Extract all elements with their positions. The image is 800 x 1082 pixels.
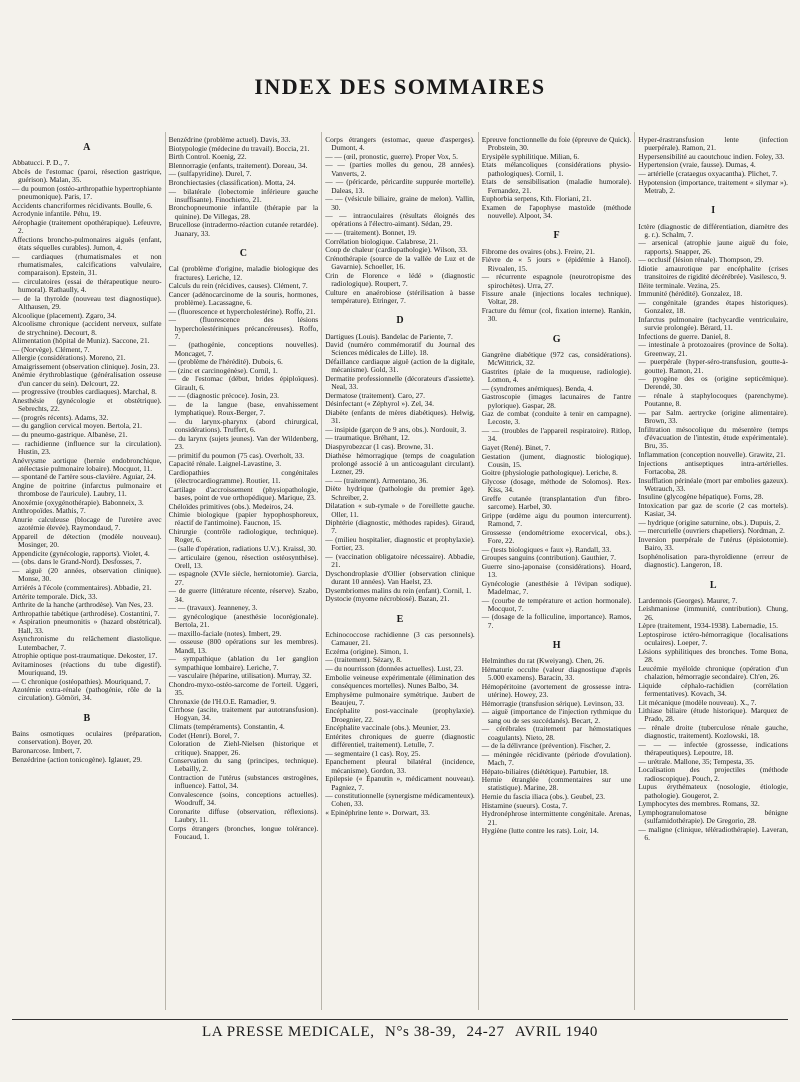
index-entry: Diphtérie (diagnostic, méthodes rapides). Giraud, 7. [325, 518, 475, 536]
index-entry: Acrodynie infantile. Péhu, 19. [12, 209, 102, 219]
index-entry: Infarctus pulmonaire (tachycardie ventriculaire, survie prolongée). Bérard, 11. [638, 314, 788, 333]
index-entry: Greffe cutanée (transplantation d'un fibro-sarcome). Harbel, 30. [481, 493, 632, 512]
index-entry: Hernie du fascia iliaca (obs.). Geubel, 23. [481, 792, 605, 802]
index-entry: — (traitement). Sézary, 8. [325, 655, 402, 665]
index-entry: Infections de guerre. Daniel, 8. [638, 331, 731, 341]
index-entry: Inversion puerpérale de l'utérus (épisiotomie). Bairo, 33. [638, 535, 788, 553]
index-entry: — urétrale. Mallone, 35; Tempesta, 35. [638, 756, 755, 766]
index-entry: Epreuve fonctionnelle du foie (épreuve de Quick). Probstein, 30. [481, 135, 632, 153]
section-letter: I [711, 205, 716, 217]
index-entry: — du pneumo-gastrique. Albanèse, 21. [12, 430, 128, 440]
index-column [12, 132, 162, 1010]
index-entry: Gangrène diabétique (972 cas, considérations). McWittrick, 32. [481, 349, 632, 368]
index-entry: Histamine (sueurs). Costa, 7. [481, 800, 568, 810]
index-entry: Fracture du fémur (col, fixation interne). Rankin, 30. [481, 306, 632, 324]
index-entry: Allergie (considérations). Moreno, 21. [12, 353, 126, 363]
index-entry: Hépato-biliaires (diététique). Partubier, 18. [481, 766, 609, 776]
index-entry: Birth Control. Koenig, 22. [168, 152, 247, 162]
index-entry: Hypertension (vraie, fausse). Dumas, 4. [638, 160, 756, 170]
index-entry: Biotypologie (médecine du travail). Boccia, 21. [168, 143, 310, 153]
index-entry: — bilatérale (lobectomie inférieure gauche insuffisante). Finochietto, 21. [168, 186, 319, 204]
index-entry: Echinococcose rachidienne (3 cas personnels). Camauer, 21. [325, 629, 475, 648]
index-entry: — (progrès récents). Adams, 32. [12, 412, 109, 422]
footer-dates: 24-27 [466, 1024, 505, 1040]
index-entry: Ictère (diagnostic de différentiation, diamètre des g. r.). Schalm, 7. [638, 221, 788, 239]
index-entry: Abcès de l'estomac (paroi, résection gastrique, guérison). Malan, 35. [12, 166, 162, 185]
index-entry: Infiltration mésocolique du mésentère (temps d'évacuation de l'intestin, étude expérimentale). Bru, 35. [638, 424, 788, 451]
index-entry: Azotémie extra-rénale (pathogénie, rôle de la circulation). Gömöri, 34. [12, 685, 162, 703]
index-entry: Aérophagie (traitement opothérapique). Lefeuvre, 2. [12, 217, 162, 236]
index-entry: Défaillance cardiaque aiguë (action de la digitale, mécanisme). Gold, 31. [325, 356, 475, 375]
index-column [634, 132, 788, 1010]
index-entry: Gastrites (plaie de la muqueuse, radiologie). Lomon, 4. [481, 366, 632, 385]
index-entry: Conservation du sang (principes, technique). Lebailly, 2. [168, 756, 319, 774]
index-entry: — congénitale (grandes étapes historiques). Gonzalez, 18. [638, 298, 788, 316]
index-entry: — intestinale à protozoaires (province de Solta). Greenway, 21. [638, 340, 788, 358]
index-entry: Lésions syphilitiques des bronches. Tome Bona, 28. [638, 646, 788, 665]
index-entry: Diabète (enfants de mères diabétiques). Helwig, 31. [325, 407, 475, 426]
index-entry: — traumatique. Bréhant, 12. [325, 433, 410, 443]
index-entry: Diathèse hémorragique (temps de coagulation prolongé associé à un anticoagulant circulant). Lezner, 29. [325, 450, 475, 477]
index-entry: Crénothérapie (source de la vallée de Luz et de Gavarnie). Schoeller, 16. [325, 253, 475, 272]
footer-journal: LA PRESSE MEDICALE, [201, 1024, 375, 1040]
index-entry: Epanchement pleural bilatéral (incidence, mécanisme). Gordon, 33. [325, 757, 475, 775]
index-entry: Leptospirose ictéro-hémorragique (localisations oculaires). Loeper, 7. [638, 629, 788, 648]
index-entry: — vasculaire (héparine, utilisation). Murray, 32. [168, 671, 312, 681]
index-entry: Goitre (physiologie pathologique). Leriche, 8. [481, 468, 618, 478]
index-entry: — rénale droite (tuberculose rénale gauche, diagnostic, traitement). Kozlowski, 18. [638, 722, 788, 741]
index-entry: Dermatose (traitement). Caro, 27. [325, 390, 425, 400]
index-entry: Insuline (glycogène hépatique). Forns, 28. [638, 492, 764, 502]
index-entry: Hypotension (importance, traitement « silymar »). Metrab, 2. [638, 177, 788, 195]
section-letter: H [552, 640, 561, 652]
section-letter: F [553, 230, 560, 242]
index-column [478, 132, 632, 1010]
index-entry: — récurrente espagnole (neurotropisme des spirochètes). Urra, 27. [481, 272, 632, 290]
index-entry: Avitaminoses (réactions du tube digestif). Mouriquand, 19. [12, 659, 162, 677]
index-entry: — (fluorescence et hypercholestérine). Roffo, 21. [168, 306, 316, 316]
index-entry: Alimentation (hôpital de Muniz). Saccone, 21. [12, 336, 150, 346]
index-entry: — (syndromes anémiques). Benda, 4. [481, 383, 594, 393]
index-entry: — occlusif (lésion rénale). Thompson, 29. [638, 255, 764, 265]
index-entry: Helminthes du rat (Kweiyang). Chen, 26. [481, 656, 605, 666]
index-entry: Lit mécanique (modèle nouveau). X., 7. [638, 697, 757, 707]
index-entry: — rachidienne (influence sur la circulation). Hustin, 23. [12, 438, 162, 456]
index-entry: Lymphogranulomatose bénigne (sulfamidothérapie). De Gregorio, 28. [638, 807, 788, 826]
footer-issue: N°s 38-39, [385, 1024, 457, 1040]
index-entry: — insipide (garçon de 9 ans, obs.). Nordouit, 3. [325, 424, 467, 434]
index-entry: Climats (tempéraments). Constantin, 4. [168, 722, 285, 732]
index-entry: Coronarite diffuse (observation, réflexions). Laubry, 11. [168, 806, 319, 825]
index-entry: Hygiène (lutte contre les rats). Loir, 14. [481, 826, 599, 836]
index-entry: Iléite terminale. Vezina, 25. [638, 280, 720, 290]
index-entry: Hernie étranglée (commentaires sur une statistique). Marine, 28. [481, 775, 632, 793]
index-entry: Abbatucci. P. D., 7. [12, 158, 70, 168]
index-entry: Immunité (hérédité). Gonzalez, 18. [638, 289, 743, 299]
index-entry: Convalescence (soins, conceptions actuelles). Woodruff, 34. [168, 789, 319, 808]
index-entry: — — (traitement). Bonnet, 19. [325, 228, 417, 238]
index-entry: Insufflation périnéale (mort par embolies gazeux). Wetrauch, 33. [638, 475, 788, 493]
index-entry: — méningée récidivante (période d'ovulation). Mach, 7. [481, 749, 632, 767]
footer [0, 1024, 800, 1041]
index-entry: Grippe (œdème aigu du poumon intercurrent). Ramond, 7. [481, 510, 632, 529]
index-entry: — — (diagnostic précoce). Josin, 23. [168, 391, 280, 401]
index-entry: Liquide céphalo-rachidien (corrélation fermentatives). Kovach, 34. [638, 680, 788, 698]
index-entry: Dartigues (Louis). Bandelac de Pariente, 7. [325, 331, 453, 341]
index-entry: Erysipèle syphilitique. Milian, 6. [481, 151, 580, 161]
index-entry: Cartilage d'accroissement (physiopathologie, bases, point de vue orthopédique). Marique, 23. [168, 484, 319, 502]
index-entry: — cérébrales (traitement par hémostatiques coagulants). Nieto, 28. [481, 724, 632, 742]
index-entry: Dilatation « sub-rymale » de l'oreillette gauche. Oller, 11. [325, 501, 475, 519]
index-entry: — (salle d'opération, radiations U.V.). Kraissl, 30. [168, 543, 317, 553]
index-entry: Gestation (jument, diagnostic biologique). Cousin, 15. [481, 451, 632, 469]
index-entry: Alcoolique (placement). Zgaro, 34. [12, 310, 117, 320]
index-entry: Appendicite (gynécologie, rapports). Violet, 4. [12, 548, 150, 558]
index-entry: — spontané de l'artère sous-clavière. Aguiar, 24. [12, 472, 156, 482]
index-entry: Anévrysme aortique (hernie endobronchique, atélectasie pulmonaire lobaire). Mocquot, 11. [12, 455, 162, 473]
index-entry: — espagnole (XVIe siècle, herniotomie). Garcia, 27. [168, 569, 319, 587]
index-entry: Dyschondroplasie d'Ollier (observation clinique durant 10 années). Van Haelst, 23. [325, 568, 475, 587]
index-entry: Fissure anale (injections locales technique). Voltar, 28. [481, 289, 632, 307]
index-entry: Hypersensibilité au caoutchouc indien. Foley, 33. [638, 151, 785, 161]
index-entry: David (numéro commémoratif du Journal des Sciences médicales de Lille). 18. [325, 340, 475, 358]
index-entry: Dermatite professionnelle (décorateurs d'assiette). Neal, 33. [325, 373, 475, 392]
index-entry: Lymphocytes des membres. Romans, 32. [638, 799, 760, 809]
index-entry: Blennorragie (enfants, traitement). Doreau, 34. [168, 160, 308, 170]
index-entry: — primitif du poumon (75 cas). Overholt, 33. [168, 450, 305, 460]
index-entry: Chirurgie (contrôle radiologique, technique). Roger, 6. [168, 527, 319, 545]
index-entry: Etats de sensibilisation (maladie humorale). Fernandez, 21. [481, 177, 632, 195]
index-entry: — du poumon (ostéo-arthropathie hypertrophiante pneumonique). Paris, 17. [12, 183, 162, 202]
index-entry: — (tests biologiques « faux »). Randall, 33. [481, 544, 612, 554]
index-entry: — — (traitement). Armentano, 36. [325, 475, 429, 485]
index-entry: — (milieu hospitalier, diagnostic et prophylaxie). Fortier, 23. [325, 535, 475, 553]
index-entry: — maligne (clinique, téléradiothérapie). Laveran, 6. [638, 824, 788, 842]
index-entry: — circulatoires (essai de thérapeutique neuro-humoral). Rathaully, 4. [12, 276, 162, 295]
section-letter: B [83, 712, 91, 724]
index-entry: — de la langue (base, envahissement lymphatique). Roux-Berger, 7. [168, 399, 319, 418]
section-letter: E [396, 613, 404, 625]
index-entry: — sympathique (ablation du 1er ganglion sympathique lombaire). Leriche, 7. [168, 654, 319, 672]
index-entry: Intoxication par gaz de scorie (2 cas mortels). Kasiar, 34. [638, 501, 788, 519]
index-entry: Gayet (René). Binet, 7. [481, 442, 551, 452]
index-entry: Coloration de Ziehl-Nielsen (historique et critique). Snapper, 26. [168, 739, 319, 757]
index-entry: — aiguë (importance de l'injection rythmique du sang ou de ses succédanés). Becart, 2. [481, 707, 632, 725]
index-entry: Anthropoïdes. Mathis, 7. [12, 506, 86, 516]
index-entry: Localisation des projectiles (méthode radioscopique). Pouch, 2. [638, 765, 788, 783]
index-entry: Idiotie amaurotique par encéphalite (crises transitoires de rigidité décérébrée). Vasilesco, 9. [638, 263, 788, 282]
section-letter: C [239, 247, 247, 259]
index-entry: — du nourrisson (données actuelles). Lust, 23. [325, 664, 464, 674]
index-entry: Cirrhose (ascite, traitement par autotransfusion). Hogyan, 34. [168, 705, 319, 723]
index-entry: Gynécologie (anesthésie à l'évipan sodique). Madelmac, 7. [481, 578, 632, 596]
index-entry: Chronaxie (de l'H.O.E. Ramadier, 9. [168, 696, 277, 706]
index-entry: Anémie érythroblastique (généralisation osseuse d'un cancer du sein). Delcourt, 22. [12, 370, 162, 388]
index-entry: Eczéma (origine). Simon, 1. [325, 646, 409, 656]
index-entry: Chéloïdes primitives (obs.). Medeiros, 24. [168, 501, 294, 511]
index-entry: Crin de Florence « lédé » (diagnostic radiologique). Roupert, 7. [325, 270, 475, 289]
index-entry: Cal (problème d'origine, maladie biologique des fractures). Leriche, 12. [168, 264, 319, 282]
footer-month-year: AVRIL 1940 [514, 1024, 598, 1040]
index-entry: — osseuse (800 opérations sur les membres). Mandl, 13. [168, 637, 319, 655]
index-entry: Benzédrine (action tonicogène). Iglauer, 29. [12, 754, 143, 764]
index-entry: Angine de poitrine (infarctus pulmonaire et thrombose de l'auricule). Laubry, 11. [12, 481, 162, 499]
index-entry: Entérites chroniques de guerre (diagnostic différentiel, traitement). Letulle, 7. [325, 731, 475, 750]
index-entry: — (courbe de température et action hormonale). Mocquot, 7. [481, 595, 632, 613]
index-entry: — (sulfapyridine). Durel, 7. [168, 169, 252, 179]
index-entry: Embolie veineuse expérimentale (élimination des conséquences mortelles). Nunes Balbo, 34. [325, 672, 475, 690]
index-entry: Leishmaniose (immunité, contribution). Chung, 26. [638, 604, 788, 622]
index-entry: Culture en anaérobiose (stérilisation à basse température). Etringer, 7. [325, 287, 475, 305]
index-entry: Asynchronisme du relâchement diastolique. Lutembacher, 7. [12, 634, 162, 652]
index-entry: Accidents chancriformes récidivants. Boulle, 6. [12, 200, 153, 210]
footer-rule [12, 1019, 788, 1020]
index-entry: Hémopéritoine (avortement de grossesse intra-utérine). Howey, 23. [481, 681, 632, 700]
index-entry: Baronarcose. Imbert, 7. [12, 745, 82, 755]
index-entry: Bains osmotiques oculaires (préparation, conservation). Boyer, 20. [12, 729, 162, 747]
index-entry: Hydronéphrose intermittente congénitale. Arenas, 21. [481, 809, 632, 827]
index-entry: Calculs du rein (récidives, causes). Clément, 7. [168, 281, 308, 291]
index-entry: — progressive (troubles cardiaques). Marchal, 8. [12, 387, 157, 397]
index-entry: Corps étrangers (bronches, longue tolérance). Foucaud, 1. [168, 823, 319, 841]
index-entry: Arthrite de la hanche (arthrodèse). Van Nes, 23. [12, 600, 154, 610]
index-entry: Alcoolisme chronique (accident nerveux, sulfate de strychnine). Decourt, 8. [12, 319, 162, 337]
index-entry: « Aspiration pneumonitis » (hazard obstétrical). Hall, 33. [12, 617, 162, 635]
index-entry: — — (parties molles du genou, 28 années). Vanverts, 2. [325, 160, 475, 178]
index-entry: — par Salm. aertrycke (origine alimentaire). Brown, 33. [638, 407, 788, 426]
index-entry: Capacité rénale. Laignel-Lavastine, 3. [168, 459, 282, 469]
index-entry: — (pathogénie, conceptions nouvelles). Moncaget, 7. [168, 340, 319, 358]
index-entry: Bronchopneumonie infantile (thérapie par la quinine). De Villegas, 28. [168, 203, 319, 221]
index-entry: Lupus érythémateux (nosologie, étiologie, pathologie). Gougerot, 2. [638, 782, 788, 800]
index-entry: — de la délivrance (prévention). Fischer, 2. [481, 741, 611, 751]
index-entry: Anesthésie (gynécologie et obstétrique). Sebrechts, 22. [12, 395, 162, 414]
index-entry: Euphorbia serpens, Kth. Floriani, 21. [481, 194, 592, 204]
index-entry: — C chronique (ostéopathies). Mouriquand, 7. [12, 676, 151, 686]
index-entry: — du larynx-pharynx (abord chirurgical, considérations). Truffert, 6. [168, 416, 319, 435]
index-entry: — gynécologique (anesthésie locorégionale). Bertola, 21. [168, 611, 319, 630]
index-entry: Examen de l'apophyse mastoïde (méthode nouvelle). Alpoot, 34. [481, 202, 632, 221]
index-entry: Corps étrangers (estomac, queue d'asperges). Dumont, 4. [325, 135, 475, 153]
index-entry: Gaz de combat (conduite à tenir en campagne). Lecoste, 3. [481, 409, 632, 427]
index-entry: Arthropathie tabétique (arthrodèse). Costantini, 7. [12, 608, 160, 618]
index-entry: Hyper-érastransfusion lente (infection puerpérale). Ramon, 21. [638, 135, 788, 153]
index-entry: — — (œil, pronostic, guerre). Proper Vox, 5. [325, 151, 458, 161]
index-entry: Dysembriomes malins du rein (enfant). Cornil, 1. [325, 585, 472, 595]
index-entry: Emphysème pulmonaire symétrique. Jaubert de Beaujeu, 7. [325, 689, 475, 707]
index-entry: Etats mélancoliques (considérations physio-pathologiques). Cornil, 1. [481, 160, 632, 178]
index-entry: — — (vésicule biliaire, graine de melon). Vallin, 30. [325, 194, 475, 212]
index-entry: — — intraoculaires (résultats éloignés des opérations à l'électro-aimant). Sédan, 29. [325, 211, 475, 229]
index-entry: — — (péricarde, péricardite suppurée mortelle). Daleas, 13. [325, 177, 475, 195]
index-entry: Chondro-myxo-ostéo-sarcome de l'orteil. Uggeri, 35. [168, 679, 319, 697]
index-entry: — constitutionnelle (synergisme médicamenteux). Cohen, 33. [325, 791, 475, 809]
index-entry: — de guerre (littérature récente, réserve). Szabo, 34. [168, 586, 319, 604]
index-entry: Atrophie optique post-traumatique. Dekoster, 17. [12, 651, 158, 661]
index-entry: Diète hydrique (pathologie du premier âge). Schreiber, 2. [325, 484, 475, 502]
index-columns [12, 132, 788, 1010]
index-entry: — du ganglion cervical moyen. Bertola, 21. [12, 421, 142, 431]
index-entry: Inflammation (conception nouvelle). Grawitz, 21. [638, 450, 786, 460]
index-entry: Désinfectant (« Zéphyrol »). Zel, 34. [325, 399, 434, 409]
index-entry: — cardiaques (rhumatismales et non rhumatismales, calcifications valvulaire, comparaison). Epstein, 31. [12, 251, 162, 278]
index-entry: Hématurie occulte (valeur diagnostique d'après 5.000 examens). Baracin, 33. [481, 664, 632, 683]
index-entry: — aiguë (20 années, observation clinique). Monse, 30. [12, 566, 162, 584]
section-letter: G [552, 333, 561, 345]
index-entry: — (fluorescence des lésions hyperchoïestériniques précancéreuses). Roffo, 7. [168, 315, 319, 341]
index-entry: — hydrique (origine saturnine, obs.). Dupuis, 2. [638, 517, 781, 527]
index-entry: — artérielle (crataegus oxyacantha). Plichet, 7. [638, 169, 778, 179]
index-entry: Amaigrissement (observation clinique). Josin, 23. [12, 361, 160, 371]
index-entry: — de la thyroïde (nouveau test diagnostique). Althausen, 29. [12, 293, 162, 312]
index-entry: Anurie calculeuse (blocage de l'uretère avec azotémie élevée). Raymondaud, 7. [12, 515, 162, 533]
index-entry: — (vaccination obligatoire nécessaire). Abbadie, 21. [325, 551, 475, 570]
section-letter: L [709, 579, 717, 591]
page-title: INDEX DES SOMMAIRES [254, 74, 546, 99]
index-entry: — — (travaux). Jeanneney, 3. [168, 603, 258, 613]
index-entry: Injections antiseptiques intra-artérielles. Fortacoba, 28. [638, 458, 788, 476]
index-entry: — mercurielle (ouvriers chapeliers). Nordman, 2. [638, 526, 785, 536]
index-entry: Coup de chaleur (cardiopathologie). Wilson, 33. [325, 245, 468, 255]
index-entry: — de l'estomac (début, brides épiploïques). Girault, 6. [168, 374, 319, 392]
index-entry: Dystocie (myome nécrobiosé). Bazan, 21. [325, 594, 450, 604]
index-entry: Diaspyrobezcar (1 cas). Browne, 31. [325, 442, 434, 452]
index-entry: — maxillo-faciale (notes). Imbert, 29. [168, 628, 282, 638]
index-entry: — segmentaire (1 cas). Roy, 25. [325, 748, 421, 758]
index-entry: — du larynx (sujets jeunes). Van der Wildenberg, 23. [168, 433, 319, 452]
index-entry: Lithiase biliaire (étude historique). Marquez de Prado, 28. [638, 706, 788, 724]
index-entry: Fièvre de « 5 jours » (épidémie à Hanoï). Rivoalen, 15. [481, 255, 632, 273]
index-entry: Cardiopathies congénitales (électrocardiogramme). Routier, 11. [168, 467, 319, 486]
index-entry: Codet (Henri). Borel, 7. [168, 730, 240, 740]
index-entry: Lardennois (Georges). Maurer, 7. [638, 595, 738, 605]
index-entry: Encéphalite vaccinale (obs.). Meunier, 23. [325, 723, 451, 733]
index-entry: — — (troubles de l'appareil respiratoire). Ritlop, 34. [481, 426, 632, 444]
index-entry: Corrélation biologique. Calabrese, 21. [325, 236, 439, 246]
index-entry: — (obs. dans le Grand-Nord). Desfosses, 7. [12, 557, 142, 567]
index-entry: Isophénolisation para-thyroïdienne (erreur de diagnostic). Langeron, 18. [638, 551, 788, 570]
index-entry: Cancer (adénocarcinome de la souris, hormones, problème). Lacassagne, 6. [168, 289, 319, 308]
index-column [321, 132, 475, 1010]
index-entry: Glycose (dosage, méthode de Solomos). Rex-Kiss, 34. [481, 477, 632, 495]
index-entry: Groupes sanguins (contribution). Gauthier, 7. [481, 553, 616, 563]
index-entry: Contraction de l'utérus (substances œstrogènes, influence). Fattol, 34. [168, 773, 319, 791]
index-entry: — — — infectée (grossesse, indications thérapeutiques). Lepoutre, 18. [638, 739, 788, 758]
index-entry: Grossesse (endométriome exocervical, obs.). Fore, 22. [481, 527, 632, 545]
index-entry: Fibrome des ovaires (obs.). Freire, 21. [481, 246, 595, 256]
index-entry: Arriérés à l'école (commentaires). Abbadie, 21. [12, 582, 152, 592]
index-entry: — arsenical (atrophie jaune aiguë du foie, rapports). Snapper, 26. [638, 238, 788, 256]
index-entry: Guerre sino-japonaise (considérations). Hoard, 13. [481, 561, 632, 580]
index-entry: — (dosage de la folliculine, importance). Ramos, 7. [481, 612, 632, 630]
index-entry: Bronchiectasies (classification). Motta, 24. [168, 177, 296, 187]
index-entry: — rénale à staphylocoques (parenchyme). Poutanne, 8. [638, 391, 788, 409]
index-entry: Hémorragie (transfusion sérique). Levinson, 33. [481, 698, 625, 708]
index-entry: Artérite temporale. Dick, 33. [12, 591, 98, 601]
index-entry: Anoxémie (oxygénothérapie). Babonneix, 3. [12, 497, 144, 507]
index-entry: — puerpérale (hyper-séro-transfusion, goutte-à-goutte). Ramon, 21. [638, 357, 788, 375]
index-entry: — (zinc et carcinogénèse). Cornil, 1. [168, 365, 278, 375]
index-column [165, 132, 319, 1010]
index-entry: Affections broncho-pulmonaires aiguës (enfant, états séquelles curables). Jumon, 4. [12, 234, 162, 253]
section-letter: A [83, 142, 91, 153]
index-entry: Epilepsie (« Épanutin », médicament nouveau). Pagniez, 7. [325, 774, 475, 792]
index-entry: Benzédrine (problème actuel). Davis, 33. [168, 135, 291, 144]
section-letter: D [396, 315, 404, 327]
index-entry: — (problème de l'hérédité). Dubois, 6. [168, 357, 283, 367]
index-entry: « Epinéphrine lente ». Dorwart, 33. [325, 808, 430, 818]
index-entry: Appareil de détection (modèle nouveau). Mosinger, 20. [12, 531, 162, 550]
index-entry: Gastroscopie (images lacunaires de l'antre pylorique). Gaspar, 28. [481, 392, 632, 410]
index-entry: Lèpre (traitement, 1934-1938). Labernadie, 15. [638, 621, 778, 631]
index-entry: — (Norvège). Clément, 7. [12, 344, 90, 354]
index-entry: — pyogène des os (origine septicémique). Derendé, 30. [638, 374, 788, 392]
index-entry: Encéphalite post-vaccinale (prophylaxie). Droegnier, 22. [325, 706, 475, 724]
index-entry: — articulaire (genou, résection ostéosynthèse). Orell, 13. [168, 552, 319, 570]
index-entry: Brucellose (intradermo-réaction cutanée retardée). Juanary, 33. [168, 220, 319, 238]
index-entry: Chimie biologique (papier hypophosphoreux, réactif de l'antimoine). Faucnon, 15. [168, 510, 319, 528]
index-entry: Leucémie myéloïde chronique (opération d'un chalazion, hémorragie secondaire). Ch'en, 26. [638, 663, 788, 682]
